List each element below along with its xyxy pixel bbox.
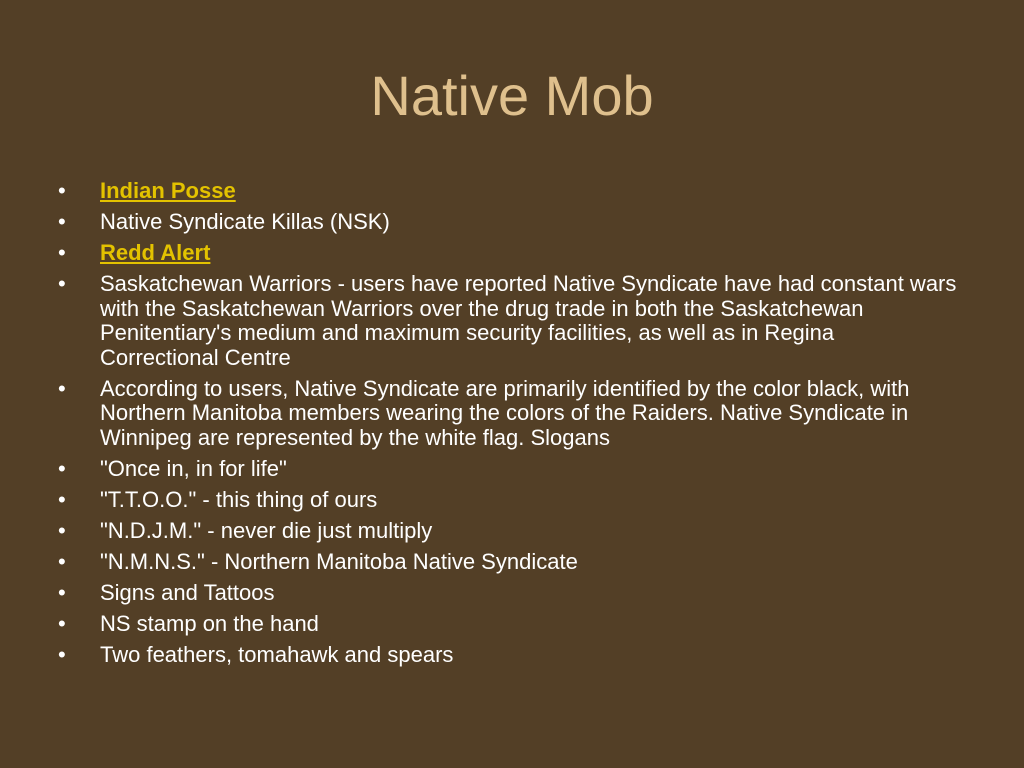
bullet-item[interactable] <box>58 179 958 204</box>
bullet-marker: • <box>58 486 66 512</box>
bullet-marker: • <box>58 579 66 605</box>
bullet-item <box>58 377 958 451</box>
bullet-link[interactable]: Redd Alert <box>100 240 211 265</box>
bullet-marker: • <box>58 641 66 667</box>
bullet-text: "Once in, in for life" <box>100 455 287 481</box>
slide-title: Native Mob <box>370 64 654 127</box>
bullet-item <box>58 210 958 235</box>
bullet-marker: • <box>58 240 66 265</box>
bullet-marker: • <box>58 517 66 543</box>
bullet-list <box>58 179 958 674</box>
bullet-item <box>58 488 958 513</box>
bullet-item <box>58 272 958 370</box>
bullet-text: "N.D.J.M." - never die just multiply <box>100 517 433 543</box>
bullet-marker: • <box>58 178 66 203</box>
bullet-item <box>58 581 958 606</box>
bullet-marker: • <box>58 271 66 296</box>
bullet-item <box>58 519 958 544</box>
bullet-item <box>58 612 958 637</box>
bullet-text: Signs and Tattoos <box>100 579 275 605</box>
bullet-marker: • <box>58 548 66 574</box>
bullet-text: "N.M.N.S." - Northern Manitoba Native Syndicate <box>100 548 578 574</box>
bullet-text: Saskatchewan Warriors - users have reported Native Syndicate have had constant wars with the Saskatchewan Warriors over the drug trade in both the Saskatchewan Penitentiary's medium and maximum security facilities, as well as in Regina Correctional Centre <box>100 271 957 370</box>
bullet-marker: • <box>58 209 66 234</box>
bullet-text: According to users, Native Syndicate are primarily identified by the color black, with Northern Manitoba members wearing the colors of the Raiders. Native Syndicate in Winnipeg are represented by the white flag. Slogans <box>100 375 910 450</box>
bullet-item <box>58 550 958 575</box>
bullet-marker: • <box>58 375 66 401</box>
bullet-item[interactable] <box>58 241 958 266</box>
bullet-text: NS stamp on the hand <box>100 610 319 636</box>
bullet-item <box>58 457 958 482</box>
bullet-link[interactable]: Indian Posse <box>100 178 236 203</box>
bullet-item <box>58 643 958 668</box>
bullet-text: Two feathers, tomahawk and spears <box>100 641 454 667</box>
bullet-marker: • <box>58 455 66 481</box>
bullet-text: "T.T.O.O." - this thing of ours <box>100 486 378 512</box>
bullet-text: Native Syndicate Killas (NSK) <box>100 209 390 234</box>
bullet-marker: • <box>58 610 66 636</box>
